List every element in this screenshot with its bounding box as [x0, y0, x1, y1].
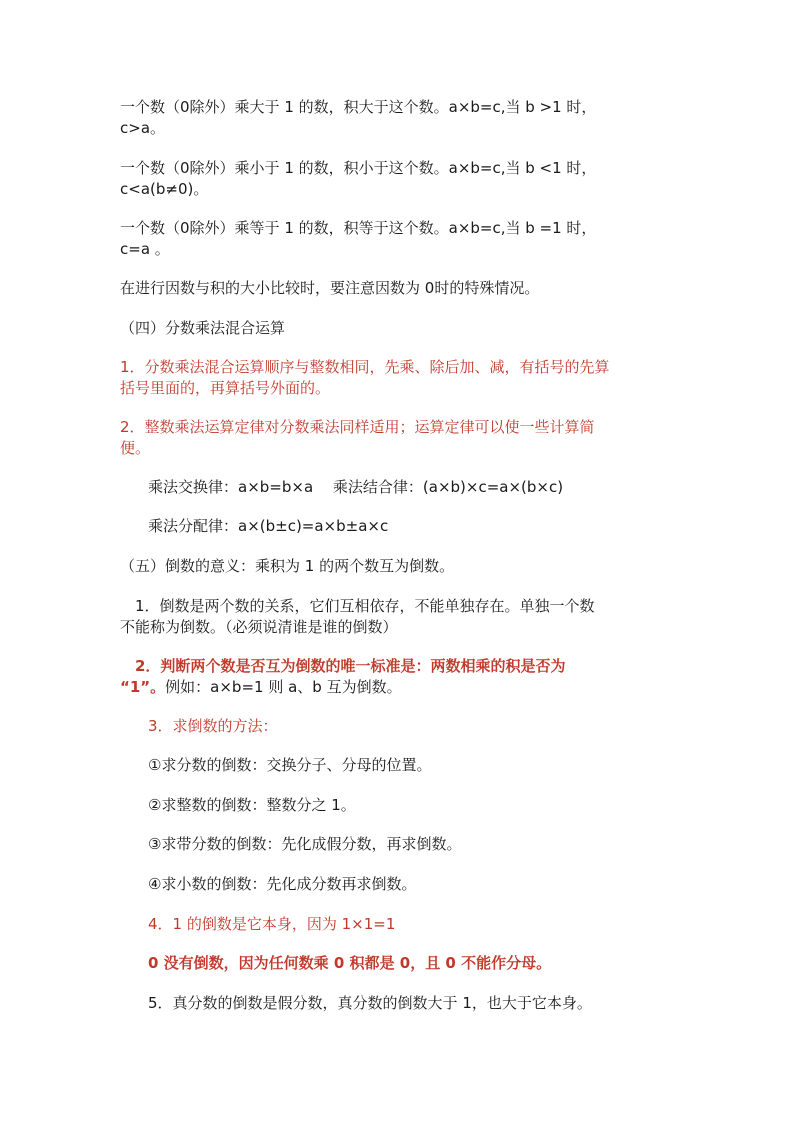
paragraph-less-than-one: 一个数（0除外）乘小于 1 的数，积小于这个数。a×b=c,当 b <1 时， c<a(b≠0)。: [120, 159, 597, 198]
paragraph-equal-to-one: 一个数（0除外）乘等于 1 的数，积等于这个数。a×b=c,当 b =1 时， c=a 。: [120, 219, 597, 258]
list-item-fraction-reciprocal: ①求分数的倒数：交换分子、分母的位置。: [148, 756, 432, 774]
paragraph-reciprocal-criterion: 2．判断两个数是否互为倒数的唯一标准是：两数相乘的积是否为 “1”。例如：a×b=1 则 a、b 互为倒数。: [120, 657, 566, 696]
section-heading-mixed-operations: （四）分数乘法混合运算: [120, 319, 286, 337]
paragraph-reciprocal-relation: 1．倒数是两个数的关系，它们互相依存，不能单独存在。单独一个数 不能称为倒数。（必须说清谁是谁的倒数）: [120, 597, 595, 636]
list-item-decimal-reciprocal: ④求小数的倒数：先化成分数再求倒数。: [148, 875, 417, 893]
section-heading-reciprocal: （五）倒数的意义：乘积为 1 的两个数互为倒数。: [120, 557, 455, 575]
paragraph-operation-laws: 2．整数乘法运算定律对分数乘法同样适用；运算定律可以使一些计算简 便。: [120, 418, 595, 457]
paragraph-proper-fraction-reciprocal: 5．真分数的倒数是假分数，真分数的倒数大于 1，也大于它本身。: [148, 994, 592, 1012]
list-item-integer-reciprocal: ②求整数的倒数：整数分之 1。: [148, 796, 356, 814]
paragraph-greater-than-one: 一个数（0除外）乘大于 1 的数，积大于这个数。a×b=c,当 b >1 时， c>a。: [120, 98, 597, 137]
paragraph-zero-note: 在进行因数与积的大小比较时，要注意因数为 0时的特殊情况。: [120, 279, 540, 297]
paragraph-operation-order: 1．分数乘法混合运算顺序与整数相同，先乘、除后加、减，有括号的先算 括号里面的，再算括号外面的。: [120, 358, 610, 397]
paragraph-distributive: 乘法分配律：a×(b±c)=a×b±a×c: [148, 517, 389, 535]
paragraph-zero-no-reciprocal: 0 没有倒数，因为任何数乘 0 积都是 0，且 0 不能作分母。: [148, 954, 552, 972]
paragraph-reciprocal-of-one: 4．1 的倒数是它本身，因为 1×1=1: [148, 915, 396, 933]
paragraph-reciprocal-methods: 3．求倒数的方法：: [148, 717, 278, 735]
paragraph-commutative-associative: 乘法交换律：a×b=b×a 乘法结合律：(a×b)×c=a×(b×c): [148, 478, 564, 496]
list-item-mixed-number-reciprocal: ③求带分数的倒数：先化成假分数，再求倒数。: [148, 835, 462, 853]
